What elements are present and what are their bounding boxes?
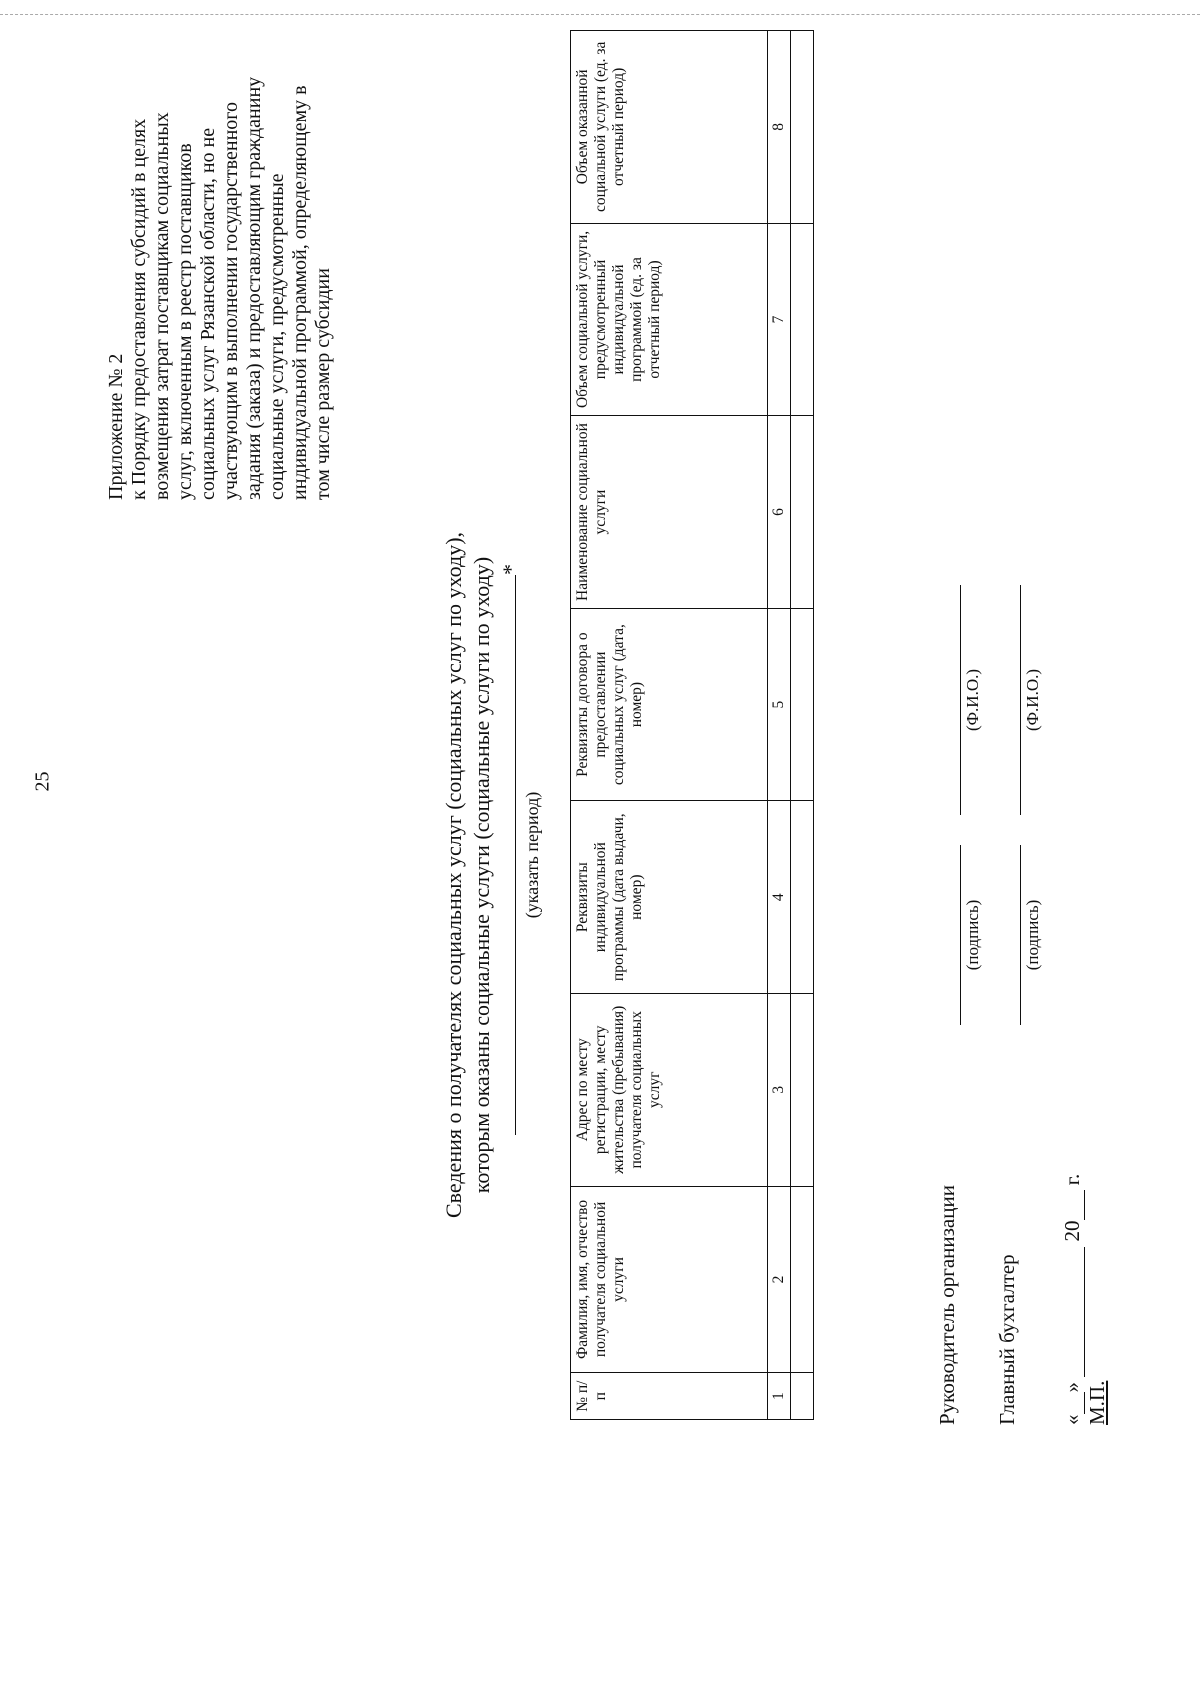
table-cell [791,1373,814,1420]
column-number-cell: 4 [768,801,791,994]
header-cell-address: Адрес по месту регистрации, месту жительства (пребывания) получателя социальных услуг [571,993,768,1186]
accountant-label: Главный бухгалтер [995,1254,1019,1425]
year-prefix: 20 [1060,1220,1084,1242]
period-hint: (указать период) [522,791,542,919]
accountant-sign-hint: (подпись) [1023,899,1042,971]
date-line [1060,1174,1085,1425]
table-cell [791,801,814,994]
table-header-row [571,31,768,1420]
appendix-text: к Порядку предоставления субсидий в целях возмещения затрат поставщикам социальных услуг, включенным в реестр поставщиков социальных услуг Рязанской области, но не участвующим в выполнении государственного задания (заказа) и предоставляющим гражданину социальные услуги, предусмотренные индивидуальной программой, определяющему в том числе размер субсидии [128,76,334,500]
header-cell-planned-volume: Объем социальной услуги, предусмотренный индивидуальной программой (ед. за отчетный период) [571,223,768,416]
scan-edge [0,14,1200,15]
head-sign-line [960,845,961,1025]
column-number-cell: 2 [768,1186,791,1373]
form-title [440,375,496,1375]
day-blank [1064,1393,1085,1415]
table-cell [791,223,814,416]
column-number-cell: 5 [768,608,791,801]
head-label: Руководитель организации [935,1185,959,1425]
table-cell [791,416,814,609]
appendix-title: Приложение № 2 [105,353,127,500]
page-number: 25 [31,771,54,792]
column-number-cell: 6 [768,416,791,609]
year-blank [1064,1191,1085,1221]
accountant-sign-line [1020,845,1021,1025]
table-cell [791,608,814,801]
rotated-landscape-form [70,25,1140,1605]
table-cell [791,1186,814,1373]
column-number-cell: 3 [768,993,791,1186]
form-title-line1: Сведения о получателях социальных услуг (социальных услуг по уходу), [441,531,466,1219]
date-open-quote: « [1060,1414,1084,1425]
footnote-asterisk: * [498,564,523,575]
head-name-line [960,585,961,815]
period-fill-line [515,575,516,1135]
column-number-cell: 1 [768,1373,791,1420]
column-number-cell: 8 [768,31,791,224]
header-cell-number: № п/п [571,1373,768,1420]
stamp-place: М.П. [1085,1380,1109,1425]
table-row [768,31,791,1420]
date-close-quote: » [1060,1382,1084,1393]
head-sign-hint: (подпись) [963,899,982,971]
column-number-cell: 7 [768,223,791,416]
appendix-note [105,60,335,500]
month-blank [1064,1247,1085,1377]
accountant-name-hint: (Ф.И.О.) [1023,668,1042,732]
header-cell-service-name: Наименование социальной услуги [571,416,768,609]
year-suffix: г. [1060,1173,1084,1186]
header-cell-full-name: Фамилия, имя, отчество получателя социальной услуги [571,1186,768,1373]
recipients-table [570,30,814,1420]
header-cell-contract-details: Реквизиты договора о предоставлении социальных услуг (дата, номер) [571,608,768,801]
table-cell [791,31,814,224]
accountant-name-line [1020,585,1021,815]
table-row [791,31,814,1420]
table-cell [791,993,814,1186]
header-cell-provided-volume: Объем оказанной социальной услуги (ед. за отчетный период) [571,31,768,224]
header-cell-program-details: Реквизиты индивидуальной программы (дата выдачи, номер) [571,801,768,994]
form-title-line2: которым оказаны социальные услуги (социальные услуги по уходу) [469,556,494,1194]
head-name-hint: (Ф.И.О.) [963,668,982,732]
